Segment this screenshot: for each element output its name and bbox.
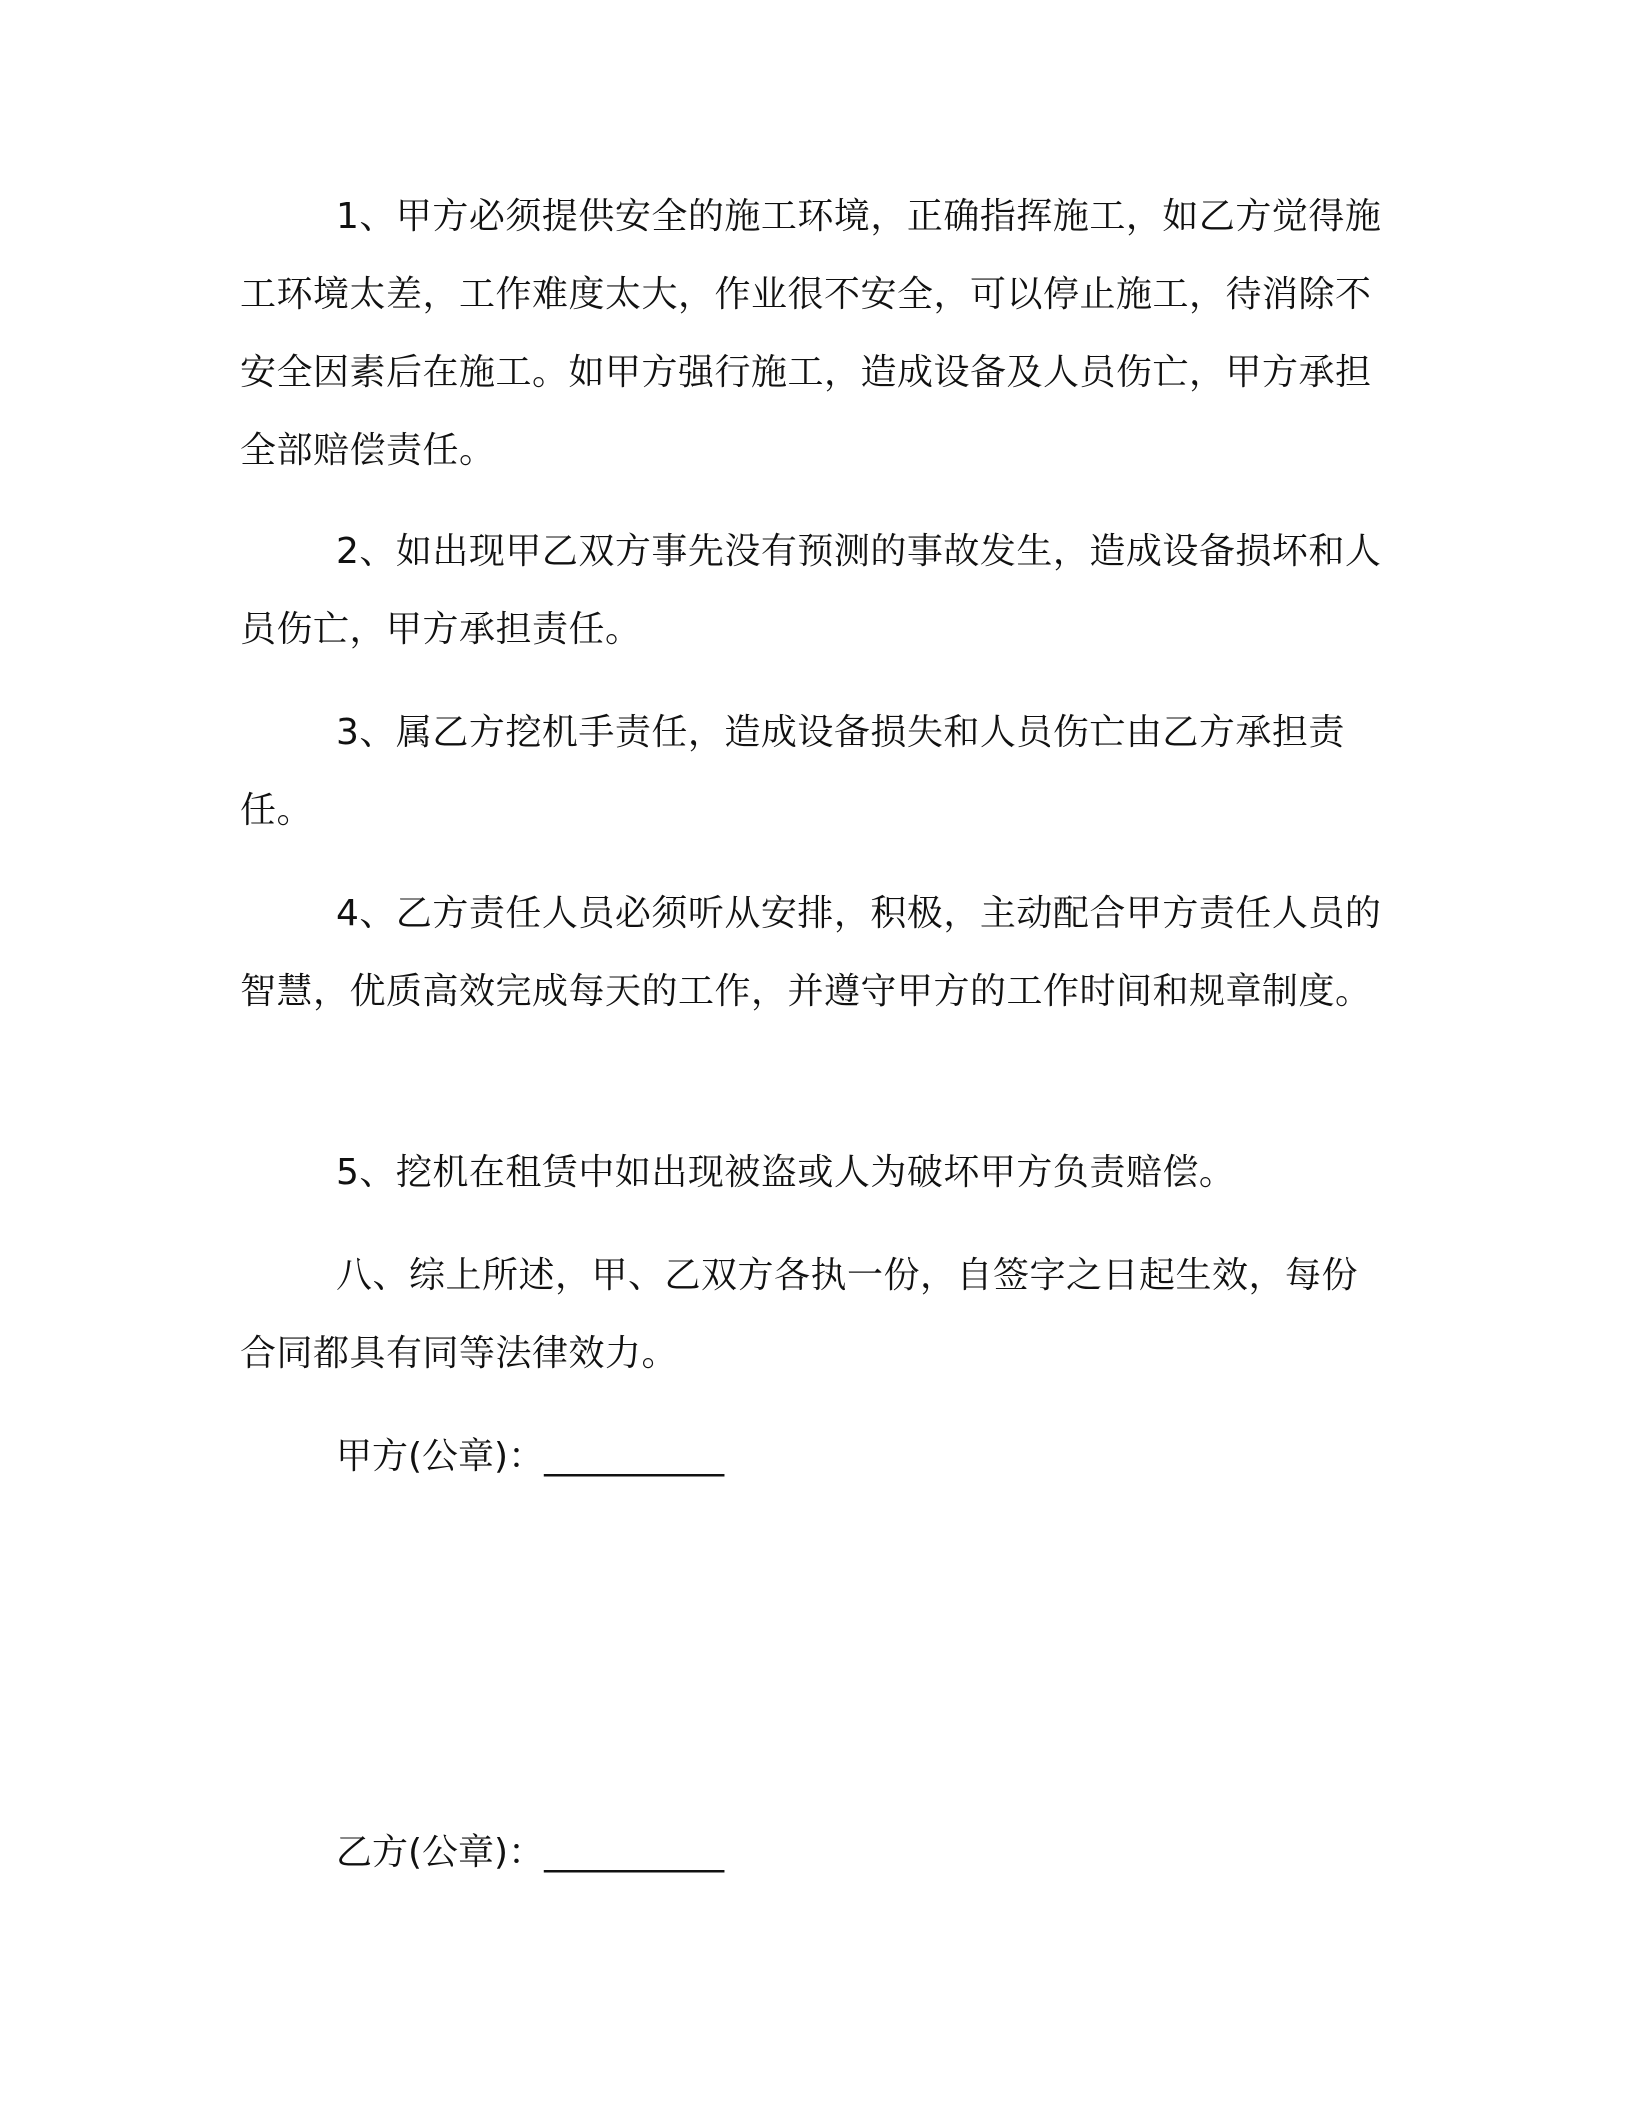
party-a-signature-line: 甲方(公章)：__________	[336, 1436, 725, 1477]
clause-8-summary: 八、综上所述，甲、乙双方各执一份，自签字之日起生效，每份合同都具有同等法律效力。	[240, 1255, 1359, 1374]
clause-1: 1、甲方必须提供安全的施工环境，正确指挥施工，如乙方觉得施工环境太差，工作难度太大，作业很不安全，可以停止施工，待消除不安全因素后在施工。如甲方强行施工，造成设备及人员伤亡，甲方承担全部赔偿责任。	[240, 196, 1382, 471]
clause-5: 5、挖机在租赁中如出现被盗或人为破坏甲方负责赔偿。	[336, 1152, 1236, 1193]
clause-3: 3、属乙方挖机手责任，造成设备损失和人员伤亡由乙方承担责任。	[240, 712, 1345, 831]
party-b-signature-line: 乙方(公章)：__________	[336, 1832, 725, 1873]
clause-2: 2、如出现甲乙双方事先没有预测的事故发生，造成设备损坏和人员伤亡，甲方承担责任。	[240, 531, 1382, 650]
clause-4: 4、乙方责任人员必须听从安排，积极，主动配合甲方责任人员的智慧，优质高效完成每天的工作，并遵守甲方的工作时间和规章制度。	[240, 893, 1382, 1012]
